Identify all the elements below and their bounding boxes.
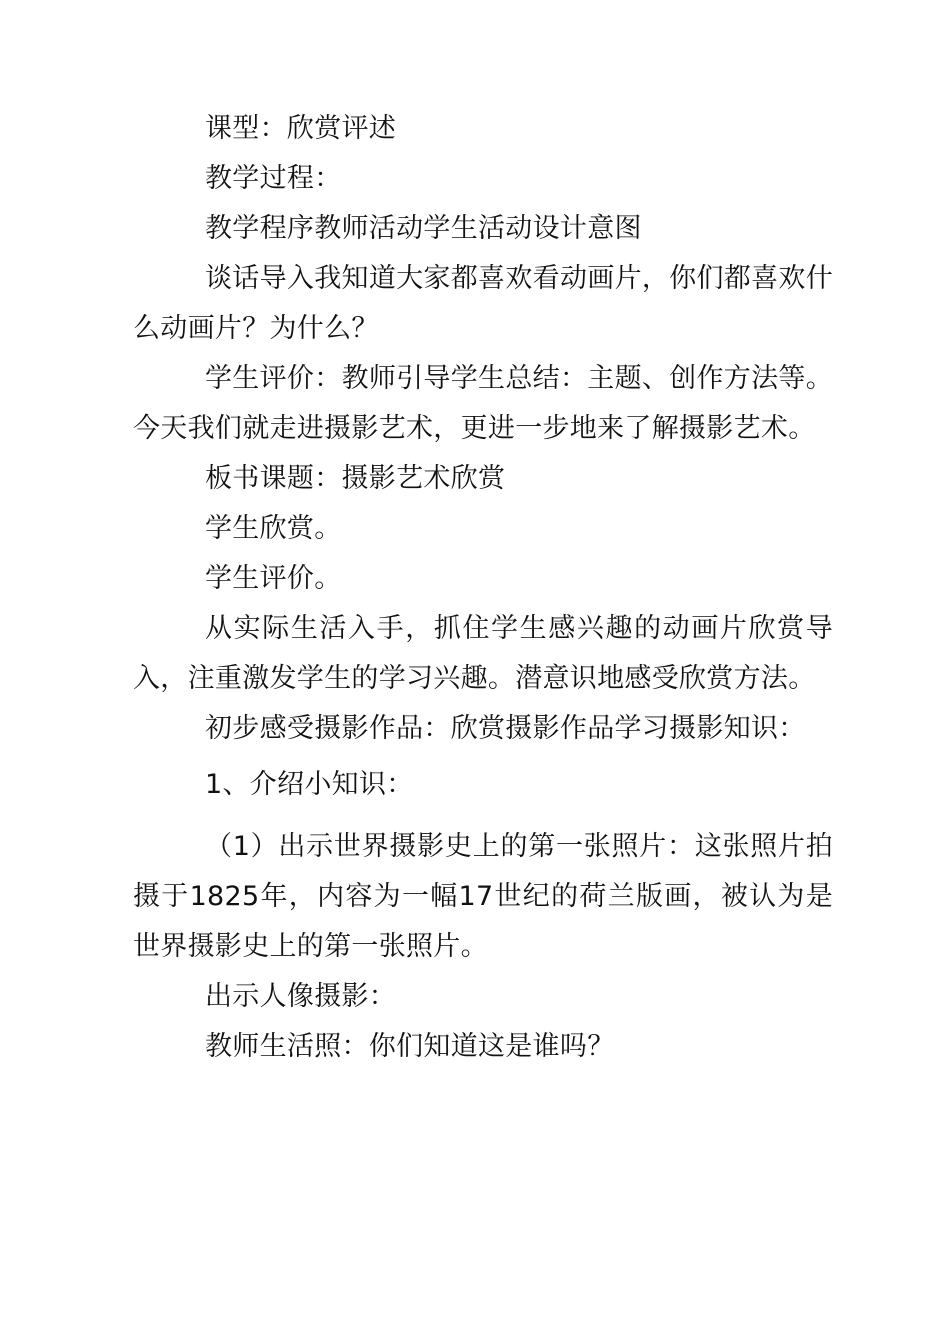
paragraph-teacher-photo: 教师生活照：你们知道这是谁吗？ <box>205 1031 615 1062</box>
paragraph-design-intent: 从实际生活入手，抓住学生感兴趣的动画片欣赏导入，注重激发学生的学习兴趣。潜意识地感受欣赏方法。 <box>133 613 833 694</box>
document-body <box>133 104 833 1072</box>
paragraph-student-review: 学生评价。 <box>205 563 342 594</box>
paragraph-first-photo: （1）出示世界摄影史上的第一张照片：这张照片拍摄于1825年，内容为一幅17世纪的荷兰版画，被认为是世界摄影史上的第一张照片。 <box>133 831 833 962</box>
paragraph-teaching-process: 教学过程： <box>205 163 342 194</box>
paragraph-lesson-type: 课型：欣赏评述 <box>205 113 397 144</box>
paragraph-board-title: 板书课题：摄影艺术欣赏 <box>205 463 506 494</box>
paragraph-procedure-header: 教学程序教师活动学生活动设计意图 <box>205 213 642 244</box>
paragraph-portrait: 出示人像摄影： <box>205 981 397 1012</box>
paragraph-knowledge-intro: 1、介绍小知识： <box>205 769 414 800</box>
paragraph-student-appreciation: 学生欣赏。 <box>205 513 342 544</box>
paragraph-introduction: 谈话导入我知道大家都喜欢看动画片，你们都喜欢什么动画片？为什么？ <box>133 263 833 344</box>
paragraph-initial-feel: 初步感受摄影作品：欣赏摄影作品学习摄影知识： <box>205 713 806 744</box>
paragraph-student-evaluation: 学生评价：教师引导学生总结：主题、创作方法等。今天我们就走进摄影艺术，更进一步地来了解摄影艺术。 <box>133 363 833 444</box>
